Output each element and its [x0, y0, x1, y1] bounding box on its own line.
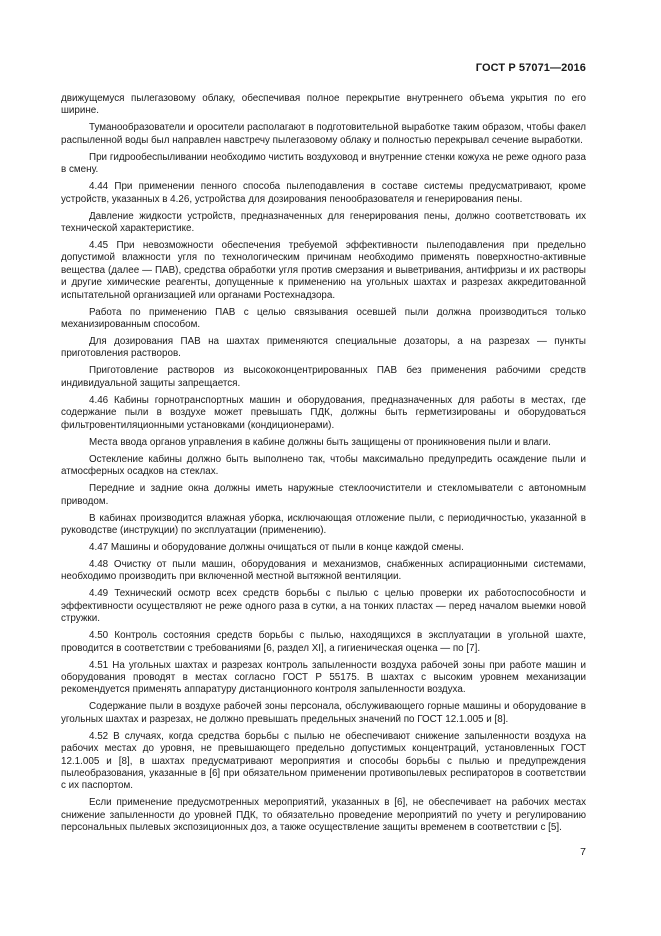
document-body	[61, 93, 586, 835]
paragraph: 4.48 Очистку от пыли машин, оборудования и механизмов, снабженных аспирационными системами, необходимо производить при включенной местной вытяжной вентиляции.	[61, 558, 586, 583]
paragraph: 4.46 Кабины горнотранспортных машин и оборудования, предназначенных для работы в местах, где содержание пыли в воздухе может превышать ПДК, должны быть герметизированы и оборудоваться фильтровентиляционными установками (кондиционерами).	[61, 394, 586, 431]
paragraph: При гидрообеспыливании необходимо чистить воздуховод и внутренние стенки кожуха не реже одного раза в смену.	[61, 151, 586, 176]
paragraph: 4.52 В случаях, когда средства борьбы с пылью не обеспечивают снижение запыленности воздуха на рабочих местах до уровня, не превышающего предельно допустимых концентраций, установленных ГОСТ 12.1.005 и [8], в шахтах предусматривают мероприятия и способы борьбы с пылью и предупреждения пылеобразования, указанные в [6] при обязательном применении противопылевых респираторов в соответствии с их паспортом.	[61, 730, 586, 792]
paragraph: Работа по применению ПАВ с целью связывания осевшей пыли должна производиться только механизированным способом.	[61, 306, 586, 331]
paragraph: 4.45 При невозможности обеспечения требуемой эффективности пылеподавления при предельно допустимой влажности угля по технологическим причинам необходимо применять поверхностно-активные вещества (далее — ПАВ), средства обработки угля против смерзания и выветривания, антифризы и их растворы и другие химические реагенты, допущенные к применению на угольных шахтах и разрезах аккредитованной испытательной организацией или органами Ростехнадзора.	[61, 240, 586, 301]
paragraph: Содержание пыли в воздухе рабочей зоны персонала, обслуживающего горные машины и оборудование в угольных шахтах и разрезах, не должно превышать предельных значений по ГОСТ 12.1.005 и [8].	[61, 701, 586, 725]
paragraph: 4.51 На угольных шахтах и разрезах контроль запыленности воздуха рабочей зоны при работе машин и оборудования проводят в местах согласно ГОСТ Р 55175. В шахтах с высоким уровнем механизации рекомендуется применять аппаратуру дистанционного контроля запыленности воздуха.	[61, 659, 586, 696]
page-number: 7	[580, 846, 586, 858]
paragraph: 4.47 Машины и оборудование должны очищаться от пыли в конце каждой смены.	[89, 541, 464, 553]
paragraph: Если применение предусмотренных мероприятий, указанных в [6], не обеспечивает на рабочих местах снижение запыленности до уровней ПДК, то обязательно проведение мероприятий по учету и регулированию персональных пылевых экспозиционных доз, а также осуществление защиты временем в соответствии с [5].	[61, 797, 586, 834]
paragraph: Для дозирования ПАВ на шахтах применяются специальные дозаторы, а на разрезах — пункты приготовления растворов.	[61, 336, 586, 360]
paragraph: 4.50 Контроль состояния средств борьбы с пылью, находящихся в эксплуатации в угольной шахте, проводится в соответствии с требованиями [6, раздел XI], а гигиеническая оценка — по [7].	[61, 630, 586, 654]
paragraph: Остекление кабины должно быть выполнено так, чтобы максимально предупредить осаждение пыли и атмосферных осадков на стеклах.	[61, 453, 586, 478]
paragraph: Приготовление растворов из высококонцентрированных ПАВ без применения рабочими средств индивидуальной защиты запрещается.	[61, 365, 586, 389]
paragraph: 4.49 Технический осмотр всех средств борьбы с пылью с целью проверки их работоспособности и эффективности осуществляют не реже одного раза в сутки, а на тонких пластах — перед началом выемки новой стружки.	[61, 588, 586, 625]
document-code: ГОСТ Р 57071—2016	[475, 62, 586, 74]
paragraph: Давление жидкости устройств, предназначенных для генерирования пены, должно соответствовать их технической характеристике.	[61, 210, 586, 235]
paragraph: Места ввода органов управления в кабине должны быть защищены от проникновения пыли и влаги.	[89, 436, 551, 448]
paragraph: В кабинах производится влажная уборка, исключающая отложение пыли, с периодичностью, указанной в руководстве (инструкции) по эксплуатации (применению).	[61, 512, 586, 536]
paragraph: 4.44 При применении пенного способа пылеподавления в составе системы предусматривают, кроме устройств, указанных в 4.26, устройства для дозирования пенообразователя и генерирования пены.	[61, 181, 586, 205]
paragraph: Туманообразователи и оросители располагают в подготовительной выработке таким образом, чтобы факел распыленной воды был направлен навстречу пылегазовому облаку и полностью перекрывал сечение выработки.	[61, 122, 586, 146]
paragraph: движущемуся пылегазовому облаку, обеспечивая полное перекрытие внутреннего объема укрытия по его ширине.	[61, 93, 586, 117]
paragraph: Передние и задние окна должны иметь наружные стеклоочистители и стекломыватели с автономным приводом.	[61, 483, 586, 507]
